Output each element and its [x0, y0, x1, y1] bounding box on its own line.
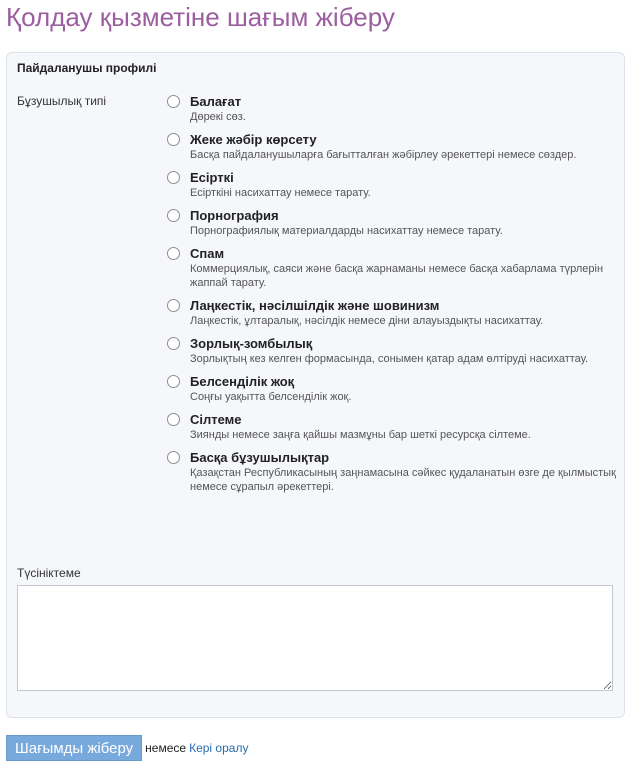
comment-label: Түсініктеме: [17, 566, 81, 580]
option-description: Соңғы уақытта белсенділік жоқ.: [190, 391, 352, 403]
radio-button[interactable]: [167, 95, 180, 108]
complaint-form-panel: [6, 52, 625, 718]
option-title: Порнография: [190, 208, 279, 223]
option-title: Белсенділік жоқ: [190, 374, 295, 389]
radio-button[interactable]: [167, 337, 180, 350]
option-description: Есірткіні насихаттау немесе тарату.: [190, 187, 371, 199]
option-title: Басқа бұзушылықтар: [190, 450, 330, 465]
radio-button[interactable]: [167, 299, 180, 312]
option-title: Балағат: [190, 94, 242, 109]
option-title: Жеке жәбір көрсету: [190, 132, 317, 147]
form-footer: [6, 735, 248, 761]
violation-type-label: Бұзушылық типі: [17, 94, 107, 108]
option-title: Есірткі: [190, 170, 234, 185]
option-other[interactable]: [167, 450, 622, 494]
option-description: Зорлықтың кез келген формасында, сонымен қатар адам өлтіруді насихаттау.: [190, 353, 589, 365]
violation-options: [167, 94, 622, 502]
section-title: Пайдаланушы профилі: [17, 61, 157, 75]
submit-complaint-button[interactable]: Шағымды жіберу: [6, 735, 142, 761]
or-text: немесе: [145, 741, 187, 755]
option-harassment[interactable]: [167, 132, 622, 162]
radio-button[interactable]: [167, 375, 180, 388]
option-spam[interactable]: [167, 246, 622, 290]
option-profanity[interactable]: [167, 94, 622, 124]
page-title: Қолдау қызметіне шағым жіберу: [6, 2, 395, 32]
option-terrorism[interactable]: [167, 298, 622, 328]
option-description: Дөрекі сөз.: [190, 111, 246, 123]
radio-button[interactable]: [167, 171, 180, 184]
radio-button[interactable]: [167, 133, 180, 146]
option-title: Спам: [190, 246, 225, 261]
option-pornography[interactable]: [167, 208, 622, 238]
option-link[interactable]: [167, 412, 622, 442]
option-title: Зорлық-зомбылық: [190, 336, 313, 351]
option-drugs[interactable]: [167, 170, 622, 200]
option-description: Қазақстан Республикасының заңнамасына сәйкес қудаланатын өзге де қылмыстық немесе сұрапыл әрекеттері.: [190, 467, 616, 493]
option-inactivity[interactable]: [167, 374, 622, 404]
radio-button[interactable]: [167, 209, 180, 222]
radio-button[interactable]: [167, 247, 180, 260]
option-violence[interactable]: [167, 336, 622, 366]
option-description: Порнографиялық материалдарды насихаттау немесе тарату.: [190, 225, 503, 237]
option-description: Зиянды немесе заңға қайшы мазмұны бар шеткі ресурсқа сілтеме.: [190, 429, 531, 441]
option-title: Лаңкестік, нәсілшілдік және шовинизм: [190, 298, 440, 313]
option-description: Басқа пайдаланушыларға бағытталған жәбірлеу әрекеттері немесе сөздер.: [190, 149, 577, 161]
radio-button[interactable]: [167, 413, 180, 426]
radio-button[interactable]: [167, 451, 180, 464]
back-link[interactable]: Кері оралу: [189, 741, 249, 755]
option-description: Коммерциялық, саяси және басқа жарнаманы немесе басқа хабарлама түрлерін жаппай тарату.: [190, 263, 604, 289]
comment-textarea[interactable]: [17, 585, 613, 691]
option-title: Сілтеме: [190, 412, 242, 427]
option-description: Лаңкестік, ұлтаралық, нәсілдік немесе діни алауыздықты насихаттау.: [190, 315, 544, 327]
